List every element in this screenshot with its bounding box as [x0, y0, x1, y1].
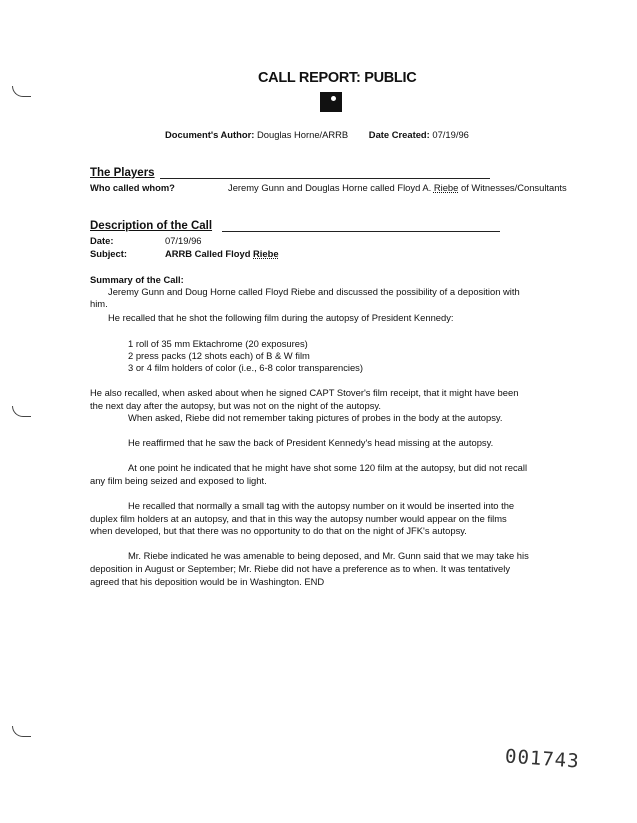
- date-row: [90, 235, 202, 247]
- date-created-value: 07/19/96: [432, 129, 469, 140]
- summary-line: agreed that his deposition would be in Washington. END: [90, 576, 325, 587]
- binder-hole-mark: [12, 726, 31, 737]
- section-rule: [160, 178, 490, 179]
- summary-line: Jeremy Gunn and Doug Horne called Floyd Riebe and discussed the possibility of a deposition with: [108, 286, 520, 297]
- document-number-stamp: 001743: [504, 745, 581, 773]
- section-rule: [222, 231, 500, 232]
- callee-name: Riebe: [433, 182, 459, 193]
- summary-line: He recalled that he shot the following film during the autopsy of President Kennedy:: [108, 312, 454, 323]
- summary-line: Mr. Riebe indicated he was amenable to being deposed, and Mr. Gunn said that we may take his: [128, 550, 529, 561]
- who-called-value: Jeremy Gunn and Douglas Horne called Floyd A.: [228, 182, 434, 193]
- who-called-label: Who called whom?: [90, 182, 175, 193]
- date-label: Date:: [90, 235, 114, 246]
- binder-hole-mark: [12, 406, 31, 417]
- summary-line: He also recalled, when asked about when he signed CAPT Stover's film receipt, that it might have been: [90, 387, 519, 398]
- page-title: CALL REPORT: PUBLIC: [258, 70, 417, 86]
- who-called-suffix: of Witnesses/Consultants: [458, 182, 567, 193]
- binder-hole-mark: [12, 86, 31, 97]
- summary-line: the next day after the autopsy, but was not on the night of the autopsy.: [90, 400, 381, 411]
- summary-line: him.: [90, 298, 108, 309]
- subject-value: ARRB Called Floyd: [165, 248, 254, 259]
- logo-icon: [320, 92, 342, 112]
- subject-label: Subject:: [90, 248, 127, 259]
- summary-line: He reaffirmed that he saw the back of President Kennedy's head missing at the autopsy.: [128, 437, 494, 448]
- subject-name: Riebe: [253, 248, 279, 259]
- description-heading: Description of the Call: [90, 220, 213, 232]
- summary-line: He recalled that normally a small tag with the autopsy number on it would be inserted into the: [128, 500, 515, 511]
- summary-line: any film being seized and exposed to light.: [90, 475, 267, 486]
- author-value: Douglas Horne/ARRB: [257, 129, 349, 140]
- film-list-item: 2 press packs (12 shots each) of B & W film: [128, 350, 310, 361]
- author-label: Document's Author:: [165, 129, 255, 140]
- who-called-row: [90, 182, 567, 194]
- summary-line: deposition in August or September; Mr. Riebe did not have a preference as to when. It was tentatively: [90, 563, 511, 574]
- summary-line: At one point he indicated that he might have shot some 120 film at the autopsy, but did not recall: [128, 462, 528, 473]
- summary-line: duplex film holders at an autopsy, and that in this way the autopsy number would appear on the films: [90, 513, 507, 524]
- film-list-item: 1 roll of 35 mm Ektachrome (20 exposures): [128, 338, 308, 349]
- players-heading: The Players: [90, 167, 155, 179]
- author-line: [165, 129, 469, 141]
- film-list-item: 3 or 4 film holders of color (i.e., 6-8 color transparencies): [128, 362, 363, 373]
- summary-line: when developed, but that there was no opportunity to do that on the night of JFK's autopsy.: [90, 525, 467, 536]
- summary-heading: Summary of the Call:: [90, 274, 184, 285]
- summary-line: When asked, Riebe did not remember taking pictures of probes in the body at the autopsy.: [128, 412, 503, 423]
- subject-row: [90, 248, 279, 260]
- date-value: 07/19/96: [165, 235, 202, 246]
- date-created-label: Date Created:: [368, 129, 430, 140]
